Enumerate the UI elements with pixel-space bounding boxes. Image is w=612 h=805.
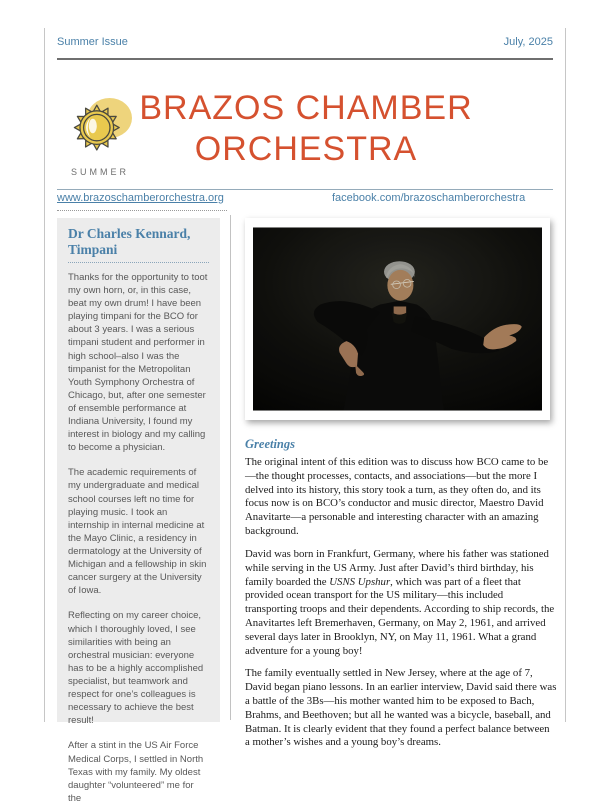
links-row <box>0 192 612 208</box>
greetings-heading: Greetings <box>245 437 295 451</box>
article-paragraph-text: David was born in Frankfurt, Germany, where his father was stationed while serving in the US Army. Just after David’s third birthday, his family boarded the <box>245 547 549 588</box>
sidebar-paragraph: The academic requirements of my undergraduate and medical school courses left no time for playing music. I took an internship in internal medicine at the Mayo Clinic, a residency in dermatology at the University of Michigan and a fellowship in skin cancer surgery at the University of Iowa. <box>68 467 207 597</box>
article-paragraph <box>245 548 557 659</box>
sidebar-paragraph: Reflecting on my career choice, which I thoroughly loved, I see similarities with being an orchestral musician: everyone has to be a highly accomplished specialist, but teamwork and respect for one’s colleagues is necessary to achieve the best result! <box>68 610 204 727</box>
sidebar-member-profile <box>57 218 220 804</box>
column-divider <box>230 215 231 720</box>
sidebar-heading-line1: Dr Charles Kennard, <box>68 226 191 241</box>
photo-frame <box>245 218 550 420</box>
article-paragraph: The original intent of this edition was to discuss how BCO came to be—the thought processes, contacts, and associations—but the more I delved into its history, this story took a turn, as they often do, and its focus now is on BCO’s conductor and music director, Maestro David Anavitarte—a personable and interesting character with an amazing background. <box>245 456 549 538</box>
ship-name-italic: USNS Upshur <box>329 575 391 588</box>
website-link[interactable]: www.brazoschamberorchestra.org <box>57 192 224 204</box>
sidebar-heading-line2: Timpani <box>68 241 118 257</box>
issue-label: Summer Issue <box>57 36 128 48</box>
logo-caption: SUMMER <box>71 167 129 177</box>
article-paragraph: The family eventually settled in New Jersey, where at the age of 7, David began piano lessons. In an earlier interview, David said there was a battle of the 3Bs—his mother wanted him to be exposed to Bach, Brahms, and Beethoven; but all he wanted was a bicycle, baseball, and Batman. It is clearly evident that they found a perfect balance between a mother’s wishes and a young boy’s dreams. <box>245 667 557 749</box>
newsletter-title <box>0 88 612 170</box>
sidebar-heading <box>68 226 209 258</box>
sidebar-paragraph: Thanks for the opportunity to toot my own horn, or, in this case, beat my own drum! I have been playing timpani for the BCO for about 3 years. I was a serious timpani student and performer in high school–also I was the timpanist for the Metropolitan Youth Symphony Orchestra of Chicago, but, after one semester of ensemble performance at Indiana University, I found my interest in biology and my calling to become a physician. <box>68 271 208 454</box>
article-body <box>245 456 557 759</box>
masthead-rule <box>57 189 553 190</box>
sidebar-top-dotted-rule <box>57 210 227 211</box>
facebook-link[interactable]: facebook.com/brazoschamberorchestra <box>332 192 526 204</box>
conductor-photo <box>253 226 542 412</box>
title-line-2: ORCHESTRA <box>194 130 418 168</box>
sidebar-paragraph: After a stint in the US Air Force Medical Corps, I settled in North Texas with my family. My oldest daughter “volunteered” me for the <box>68 740 204 804</box>
date-label: July, 2025 <box>503 36 553 48</box>
header-rule <box>57 58 553 60</box>
article-paragraph-text: , which was part of a fleet that provided ocean transport for the US military—this included transporting troops and their dependents. According to ship records, the Anavitartes left Bremerhaven, Germany, on May 2, 1961, and arrived several days later in Brooklyn, NY, on May 11, 1961. What a grand adventure for a young boy! <box>245 575 555 657</box>
title-line-1: BRAZOS CHAMBER <box>139 89 473 127</box>
sidebar-heading-divider <box>68 262 209 263</box>
